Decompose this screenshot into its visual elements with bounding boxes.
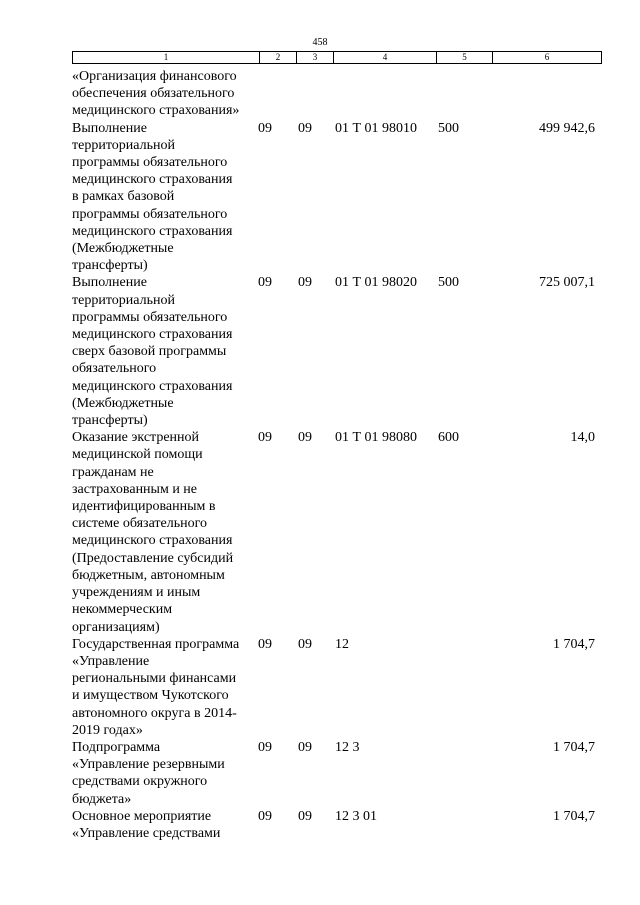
row-name: Выполнение территориальной программы обязательного медицинского страхования в рамках базовой программы обязательного медицинского страхования (Межбюджетные трансферты): [72, 120, 233, 274]
table-header-row: [72, 51, 602, 64]
table-row: [72, 120, 602, 275]
row-expense-type-code: 600: [438, 430, 459, 446]
row-target-article-code: 12: [335, 636, 349, 652]
row-section-code: 09: [258, 808, 272, 824]
row-expense-type-code: 500: [438, 275, 459, 291]
row-name: Выполнение территориальной программы обязательного медицинского страхования сверх базовой программы обязательного медицинского страхования (Межбюджетные трансферты): [72, 275, 233, 429]
row-amount: 1 704,7: [553, 636, 595, 652]
table-row: [72, 274, 602, 429]
table-row: [72, 808, 602, 842]
table-row: [72, 636, 602, 739]
row-subsection-code: 09: [298, 430, 312, 446]
row-name: Подпрограмма «Управление резервными средствами окружного бюджета»: [72, 739, 225, 807]
header-cell-3: 3: [297, 52, 334, 63]
table-row: [72, 739, 602, 808]
row-amount: 725 007,1: [539, 275, 595, 291]
row-amount: 499 942,6: [539, 120, 595, 136]
header-cell-5: 5: [437, 52, 493, 63]
row-amount: 1 704,7: [553, 739, 595, 755]
row-subsection-code: 09: [298, 120, 312, 136]
page-number: 458: [312, 37, 328, 48]
row-subsection-code: 09: [298, 275, 312, 291]
row-subsection-code: 09: [298, 636, 312, 652]
row-target-article-code: 12 3 01: [335, 808, 377, 824]
row-target-article-code: 01 Т 01 98020: [335, 275, 418, 291]
header-cell-4: 4: [334, 52, 437, 63]
row-expense-type-code: 500: [438, 120, 459, 136]
row-section-code: 09: [258, 636, 272, 652]
row-name: Основное мероприятие «Управление средствами: [72, 808, 221, 841]
row-amount: 1 704,7: [553, 808, 595, 824]
row-name: Оказание экстренной медицинской помощи гражданам не застрахованным и не идентифицированным в системе обязательного медицинского страхования (Предоставление субсидий бюджетным, автономным учреждениям и иным некоммерческим организациям): [72, 430, 234, 635]
table-body: [72, 68, 602, 842]
row-target-article-code: 01 Т 01 98080: [335, 430, 418, 446]
table-row: [72, 68, 602, 120]
row-subsection-code: 09: [298, 808, 312, 824]
row-target-article-code: 01 Т 01 98010: [335, 120, 418, 136]
row-name: «Организация финансового обеспечения обязательного медицинского страхования»: [72, 69, 240, 119]
header-cell-6: 6: [544, 52, 550, 62]
table-row: [72, 429, 602, 635]
row-name: Государственная программа «Управление региональными финансами и имуществом Чукотского автономного округа в 2014- 2019 годах»: [72, 636, 240, 738]
row-section-code: 09: [258, 739, 272, 755]
header-cell-1: 1: [73, 52, 260, 63]
header-cell-2: 2: [260, 52, 297, 63]
row-section-code: 09: [258, 275, 272, 291]
row-section-code: 09: [258, 430, 272, 446]
row-section-code: 09: [258, 120, 272, 136]
row-target-article-code: 12 3: [335, 739, 360, 755]
row-subsection-code: 09: [298, 739, 312, 755]
row-amount: 14,0: [570, 430, 595, 446]
